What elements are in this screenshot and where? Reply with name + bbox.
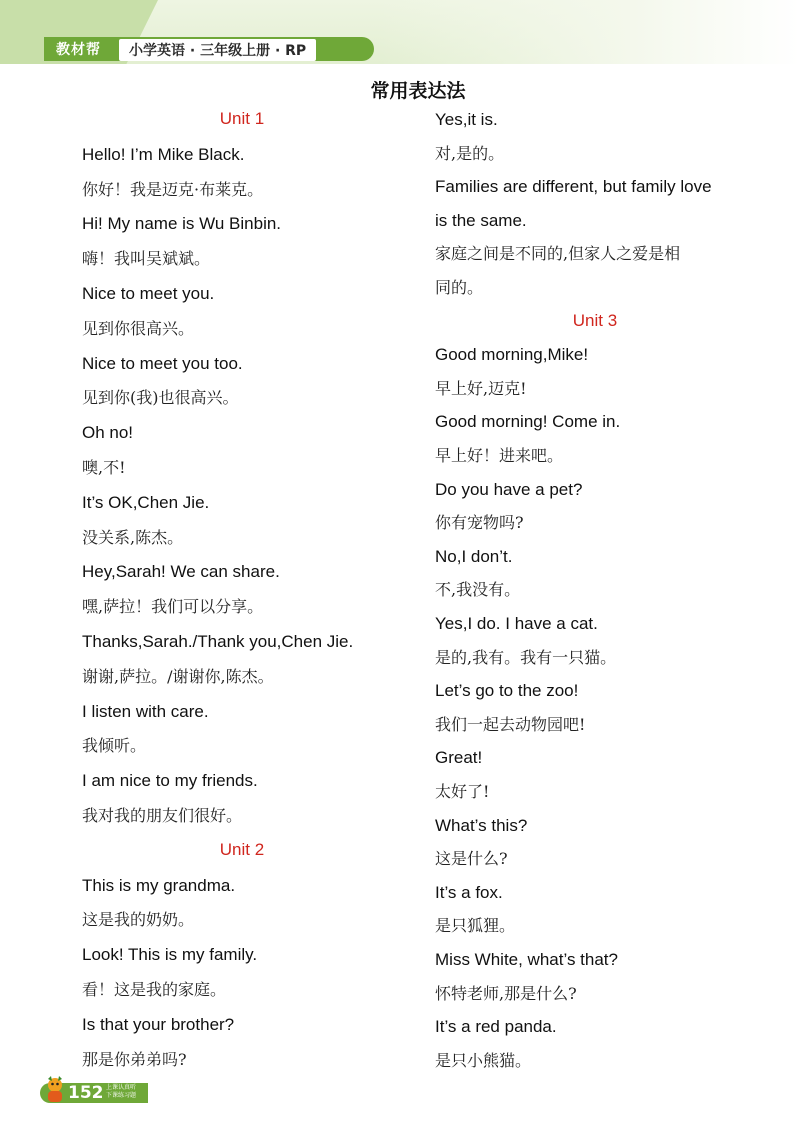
english-sentence: Do you have a pet? [435, 479, 583, 499]
english-sentence: Great! [435, 748, 483, 768]
chinese-translation: 这是我的奶奶。 [82, 910, 195, 930]
brand-label: 教材帮 [56, 42, 101, 58]
slogan-line-1: 上课认真听 [106, 1084, 137, 1091]
english-sentence: Look! This is my family. [82, 945, 258, 965]
chinese-translation: 太好了! [435, 782, 490, 801]
chinese-translation: 噢,不! [82, 458, 126, 477]
book-title: 小学英语 · 三年级上册 · RP [119, 39, 316, 61]
english-sentence: Hi! My name is Wu Binbin. [82, 214, 282, 234]
english-sentence: It’s a red panda. [435, 1017, 557, 1037]
chinese-translation: 早上好,迈克! [435, 378, 527, 398]
chinese-translation: 这是什么? [435, 849, 508, 869]
chinese-translation: 嗨！我叫吴斌斌。 [82, 249, 211, 269]
english-sentence: Nice to meet you. [82, 284, 215, 303]
english-sentence: is the same. [435, 210, 527, 230]
unit-heading: Unit 1 [219, 109, 265, 128]
page-footer [40, 1080, 148, 1104]
header-decoration [380, 0, 800, 64]
chinese-translation: 你好！我是迈克·布莱克。 [82, 179, 264, 199]
chinese-translation: 早上好！进来吧。 [435, 446, 564, 465]
chinese-translation: 我们一起去动物园吧! [435, 714, 586, 734]
chinese-translation: 那是你弟弟吗? [82, 1049, 187, 1069]
chinese-translation: 嘿,萨拉！我们可以分享。 [82, 597, 264, 617]
chinese-translation: 我倾听。 [82, 736, 147, 756]
chinese-translation: 看！这是我的家庭。 [82, 980, 227, 999]
english-sentence: Yes,it is. [435, 110, 498, 129]
english-sentence: No,I don’t. [435, 546, 513, 566]
chinese-translation: 你有宠物吗? [435, 513, 524, 533]
chinese-translation: 同的。 [435, 278, 484, 297]
chinese-translation: 不,我没有。 [435, 580, 521, 600]
chinese-translation: 家庭之间是不同的,但家人之爱是相 [435, 244, 681, 264]
english-sentence: Nice to meet you too. [82, 353, 243, 373]
english-sentence: It’s OK,Chen Jie. [82, 492, 210, 512]
slogan-line-2: 下课练习题 [106, 1092, 137, 1099]
page-header [0, 0, 800, 64]
chinese-translation: 怀特老师,那是什么? [435, 983, 577, 1003]
english-sentence: Is that your brother? [82, 1014, 235, 1034]
chinese-translation: 见到你很高兴。 [82, 318, 195, 338]
chinese-translation: 我对我的朋友们很好。 [82, 806, 243, 825]
english-sentence: What’s this? [435, 815, 528, 835]
page-number: 152 [68, 1083, 104, 1103]
chinese-translation: 是只狐狸。 [435, 916, 516, 936]
english-sentence: I am nice to my friends. [82, 771, 258, 791]
english-sentence: This is my grandma. [82, 875, 236, 895]
unit-heading: Unit 2 [219, 839, 265, 859]
english-sentence: Hey,Sarah! We can share. [82, 562, 280, 582]
english-sentence: Hello! I’m Mike Black. [82, 144, 245, 164]
chinese-translation: 见到你(我)也很高兴。 [82, 388, 239, 408]
mascot-icon [42, 1076, 68, 1104]
page-title: 常用表达法 [370, 80, 466, 102]
chinese-translation: 是只小熊猫。 [435, 1050, 532, 1070]
chinese-translation: 对,是的。 [435, 143, 505, 163]
english-sentence: Yes,I do. I have a cat. [435, 614, 598, 633]
english-sentence: Good morning! Come in. [435, 412, 621, 432]
english-sentence: Oh no! [82, 423, 134, 443]
english-sentence: Families are different, but family love [435, 177, 712, 197]
english-sentence: It’s a fox. [435, 882, 503, 902]
english-sentence: Miss White, what’s that? [435, 950, 618, 969]
chinese-translation: 谢谢,萨拉。/谢谢你,陈杰。 [82, 666, 274, 686]
unit-heading: Unit 3 [572, 310, 618, 330]
chinese-translation: 是的,我有。我有一只猫。 [435, 647, 617, 667]
english-sentence: Good morning,Mike! [435, 345, 589, 365]
footer-slogan [106, 1084, 146, 1100]
english-sentence: I listen with care. [82, 701, 209, 721]
chinese-translation: 没关系,陈杰。 [82, 527, 184, 547]
english-sentence: Thanks,Sarah./Thank you,Chen Jie. [82, 632, 354, 651]
english-sentence: Let’s go to the zoo! [435, 681, 579, 701]
